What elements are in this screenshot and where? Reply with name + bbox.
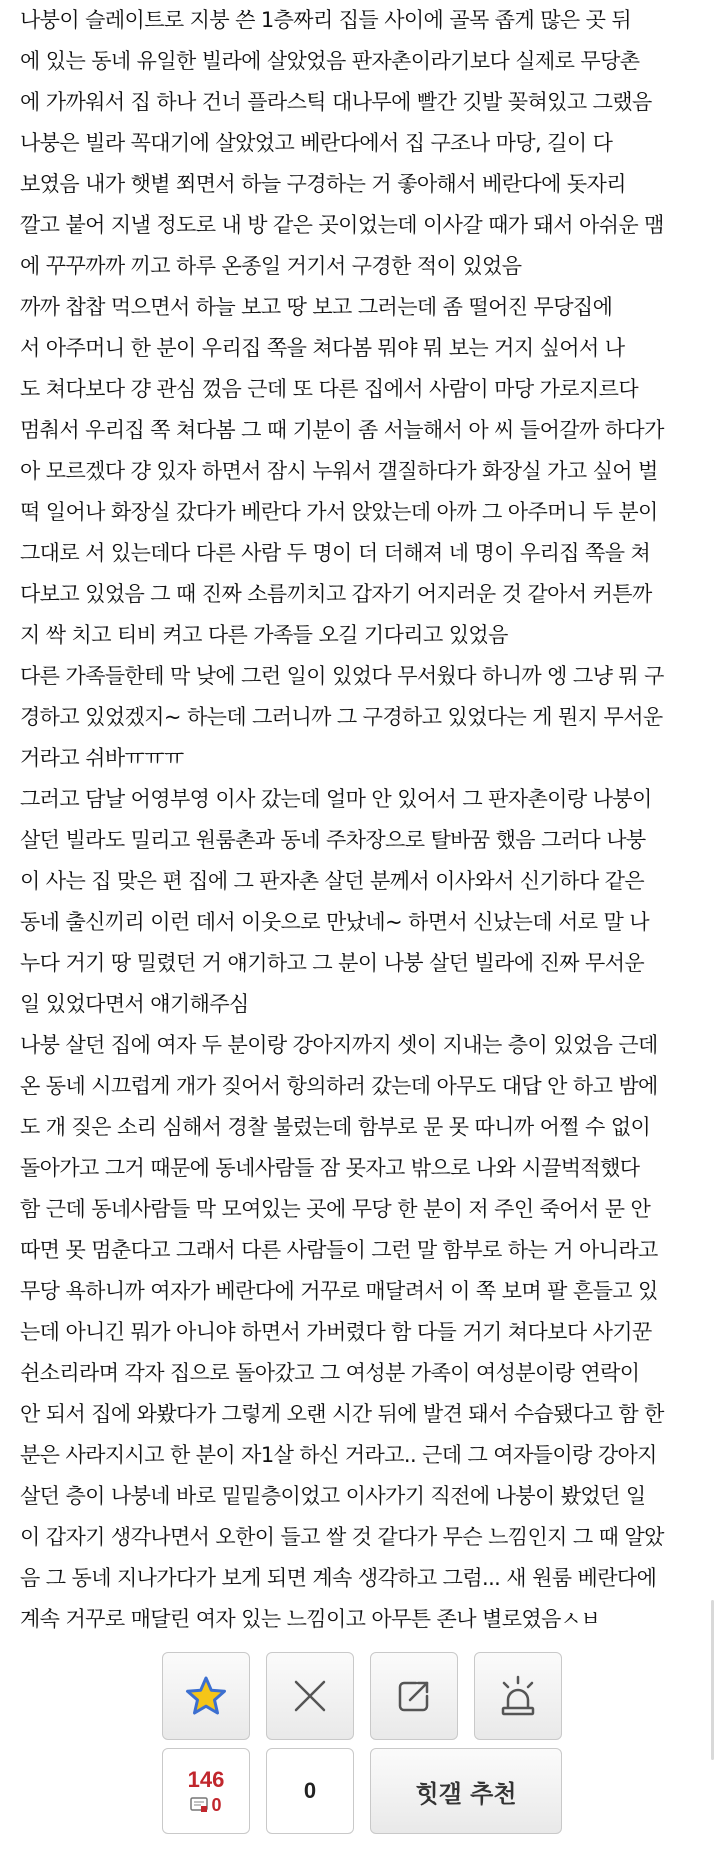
post-text-line: 에 있는 동네 유일한 빌라에 살았었음 판자촌이라기보다 실제로 무당촌 [20, 49, 640, 73]
scrollbar[interactable] [711, 1600, 714, 1760]
post-text-line: 에 꾸꾸까까 끼고 하루 온종일 거기서 구경한 적이 있었음 [20, 254, 522, 278]
post-text-line: 온 동네 시끄럽게 개가 짖어서 항의하러 갔는데 아무도 대답 안 하고 밤에 [20, 1074, 658, 1098]
unrecommend-button[interactable] [266, 1652, 354, 1740]
post-text-line: 떡 일어나 화장실 갔다가 베란다 가서 앉았는데 아까 그 아주머니 두 분이 [20, 500, 658, 524]
post-text-line: 보였음 내가 햇볕 쬐면서 하늘 구경하는 거 좋아해서 베란다에 돗자리 [20, 172, 626, 196]
post-text-line: 지 싹 치고 티비 켜고 다른 가족들 오길 기다리고 있었음 [20, 623, 508, 647]
post-text-line: 분은 사라지시고 한 분이 자1살 하신 거라고.. 근데 그 여자들이랑 강아지 [20, 1443, 657, 1467]
post-text-line: 이 갑자기 생각나면서 오한이 들고 쌀 것 같다가 무슨 느낌인지 그 때 알았 [20, 1525, 664, 1549]
post-text-line: 살던 빌라도 밀리고 원룸촌과 동네 주차장으로 탈바꿈 했음 그러다 나붕 [20, 828, 646, 852]
post-text-line: 살던 층이 나붕네 바로 밑밑층이었고 이사가기 직전에 나붕이 봤었던 일 [20, 1484, 646, 1508]
hit-gallery-recommend-button[interactable]: 힛갤 추천 [370, 1748, 562, 1834]
post-text-line: 아 모르겠다 걍 있자 하면서 잠시 누워서 갤질하다가 화장실 가고 싶어 벌 [20, 459, 658, 483]
post-text-line: 이 사는 집 맞은 편 집에 그 판자촌 살던 분께서 이사와서 신기하다 같은 [20, 869, 645, 893]
post-text-line: 깔고 붙어 지낼 정도로 내 방 같은 곳이었는데 이사갈 때가 돼서 아쉬운 맴 [20, 213, 664, 237]
recommend-count: 146 [187, 1766, 225, 1792]
post-text-line: 도 쳐다보다 걍 관심 껐음 근데 또 다른 집에서 사람이 마당 가로지르다 [20, 377, 639, 401]
post-text-line: 다보고 있었음 그 때 진짜 소름끼치고 갑자기 어지러운 것 같아서 커튼까 [20, 582, 652, 606]
post-text-line: 도 개 짖은 소리 심해서 경찰 불렀는데 함부로 문 못 따니까 어쩔 수 없이 [20, 1115, 651, 1139]
post-text-line: 함 근데 동네사람들 막 모여있는 곳에 무당 한 분이 저 주인 죽어서 문 안 [20, 1197, 651, 1221]
post-text-line: 까까 찹찹 먹으면서 하늘 보고 땅 보고 그러는데 좀 떨어진 무당집에 [20, 295, 613, 319]
mobile-recommend-count: 0 [211, 1794, 222, 1815]
post-text-line: 안 되서 집에 와봤다가 그렇게 오랜 시간 뒤에 발견 돼서 수습됐다고 함 한 [20, 1402, 664, 1426]
post-text-line: 무당 욕하니까 여자가 베란다에 거꾸로 매달려서 이 쪽 보며 팔 흔들고 있 [20, 1279, 658, 1303]
post-text-line: 쉰소리라며 각자 집으로 돌아갔고 그 여성분 가족이 여성분이랑 연락이 [20, 1361, 640, 1385]
post-text-line: 나붕 살던 집에 여자 두 분이랑 강아지까지 셋이 지내는 층이 있었음 근데 [20, 1033, 658, 1057]
recommend-count-box [162, 1748, 250, 1834]
post-text-line: 서 아주머니 한 분이 우리집 쪽을 쳐다봄 뭐야 뭐 보는 거지 싶어서 나 [20, 336, 625, 360]
post-text-line: 누다 거기 땅 밀렸던 거 얘기하고 그 분이 나붕 살던 빌라에 진짜 무서운 [20, 951, 645, 975]
post-actions [162, 1652, 562, 1834]
post-text-line: 경하고 있었겠지~ 하는데 그러니까 그 구경하고 있었다는 게 뭔지 무서운 [20, 705, 663, 729]
share-button[interactable] [370, 1652, 458, 1740]
post-text-line: 일 있었다면서 얘기해주심 [20, 992, 249, 1016]
x-icon [290, 1676, 330, 1716]
post-text-line: 그러고 담날 어영부영 이사 갔는데 얼마 안 있어서 그 판자촌이랑 나붕이 [20, 787, 652, 811]
share-icon [394, 1676, 434, 1716]
post-text-line: 나붕이 슬레이트로 지붕 쓴 1층짜리 집들 사이에 골목 좁게 많은 곳 뒤 [20, 8, 632, 32]
post-text-line: 동네 출신끼리 이런 데서 이웃으로 만났네~ 하면서 신났는데 서로 말 나 [20, 910, 649, 934]
post-text-line: 음 그 동네 지나가다가 보게 되면 계속 생각하고 그럼... 새 원룸 베란다에 [20, 1566, 657, 1590]
post-text-line: 계속 거꾸로 매달린 여자 있는 느낌이고 아무튼 존나 별로였음ㅅㅂ [20, 1607, 601, 1631]
star-icon [184, 1674, 228, 1718]
siren-icon [496, 1674, 540, 1718]
mobile-recommend [190, 1795, 221, 1816]
post-text-line: 에 가까워서 집 하나 건너 플라스틱 대나무에 빨간 깃발 꽂혀있고 그랬음 [20, 90, 652, 114]
mobile-recommend-icon [190, 1797, 208, 1813]
post-text-line: 따면 못 멈춘다고 그래서 다른 사람들이 그런 말 함부로 하는 거 아니라고 [20, 1238, 658, 1262]
post-text-line: 나붕은 빌라 꼭대기에 살았었고 베란다에서 집 구조나 마당, 길이 다 [20, 131, 613, 155]
post-text-line: 거라고 쉬바ㅠㅠㅠ [20, 746, 184, 770]
post-text-line: 그대로 서 있는데다 다른 사람 두 명이 더 더해져 네 명이 우리집 쪽을 쳐 [20, 541, 651, 565]
post-text-line: 멈춰서 우리집 쪽 쳐다봄 그 때 기분이 좀 서늘해서 아 씨 들어갈까 하다가 [20, 418, 664, 442]
post-text-line: 다른 가족들한테 막 낮에 그런 일이 있었다 무서웠다 하니까 엥 그냥 뭐 구 [20, 664, 664, 688]
recommend-button[interactable] [162, 1652, 250, 1740]
post-text-line: 돌아가고 그거 때문에 동네사람들 잠 못자고 밖으로 나와 시끌벅적했다 [20, 1156, 640, 1180]
post-text-line: 는데 아니긴 뭐가 아니야 하면서 가버렸다 함 다들 거기 쳐다보다 사기꾼 [20, 1320, 652, 1344]
post-body [20, 0, 700, 1640]
report-button[interactable] [474, 1652, 562, 1740]
unrecommend-count: 0 [266, 1748, 354, 1834]
